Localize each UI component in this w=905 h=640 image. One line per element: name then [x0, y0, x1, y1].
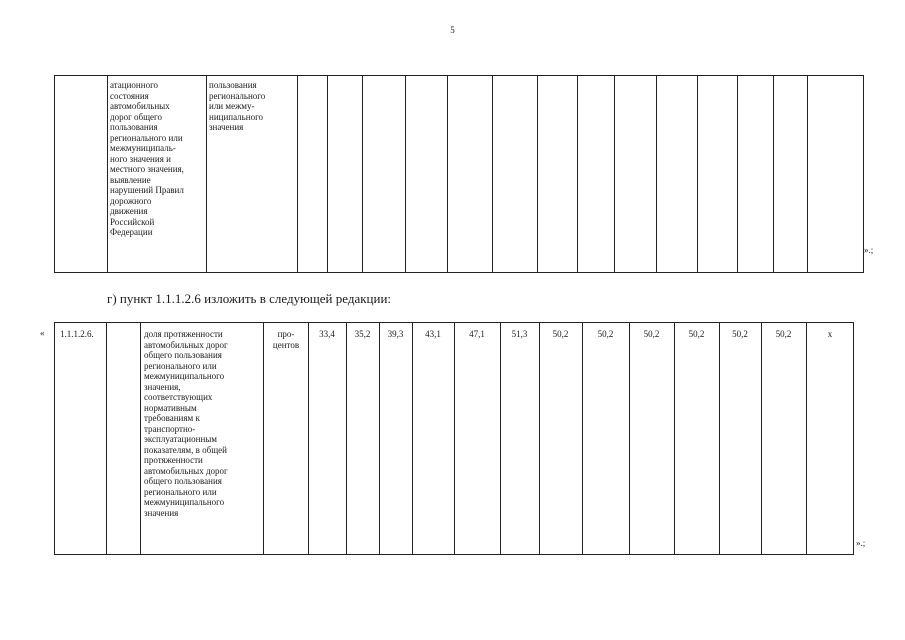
table-2-col-line	[140, 322, 141, 555]
amendment-paragraph: г) пункт 1.1.1.2.6 изложить в следующей редакции:	[107, 291, 392, 306]
table-1-col-line	[737, 75, 738, 273]
table-2-col-line	[454, 322, 455, 555]
table-2-col-line	[346, 322, 347, 555]
table-2-col-line	[106, 322, 107, 555]
table-2-value: 50,2	[688, 329, 705, 339]
table-1-col-line	[206, 75, 207, 273]
table-1-col-line	[537, 75, 538, 273]
table-1-col-line	[807, 75, 808, 273]
table-2-description: доля протяженности автомобильных дорог общего пользования регионального или межмуниципального значения, соответствующих нормативным требованиям к транспортно- эксплуатационным показателям, в общей протяженности автомобильных дорог общего пользования регионального или межмуниципального значения	[144, 329, 228, 518]
table-1-col-line	[327, 75, 328, 273]
table-2-item-number: 1.1.1.2.6.	[60, 329, 94, 339]
table-2-col-line	[582, 322, 583, 555]
table-2-value: 43,1	[425, 329, 441, 339]
table-1-col2-text: пользования регионального или межму- ниципального значения	[209, 80, 266, 132]
table-2-col-line	[308, 322, 309, 555]
table-1-closing-mark: ».;	[864, 245, 874, 255]
table-2-value: 47,1	[469, 329, 485, 339]
table-1-col-line	[773, 75, 774, 273]
table-1-col-line	[107, 75, 108, 273]
table-2-col-line	[500, 322, 501, 555]
table-2-value: 50,2	[552, 329, 569, 339]
table-2-value: 50,2	[643, 329, 660, 339]
table-2-col-line	[263, 322, 264, 555]
table-2-closing-mark: ».;	[856, 538, 866, 548]
table-2-col-line	[539, 322, 540, 555]
table-2-col-line	[719, 322, 720, 555]
table-2-col-line	[412, 322, 413, 555]
table-2-value: 51,3	[511, 329, 528, 339]
table-1-col-line	[492, 75, 493, 273]
table-1-col-line	[577, 75, 578, 273]
table-1-col-line	[656, 75, 657, 273]
table-2-value: 50,2	[775, 329, 792, 339]
table-2-col-line	[674, 322, 675, 555]
table-2-value: 50,2	[732, 329, 748, 339]
table-2-value: 39,3	[387, 329, 404, 339]
table-1-col-line	[362, 75, 363, 273]
table-2-col-line	[761, 322, 762, 555]
table-2-col-line	[806, 322, 807, 555]
table-1-col-line	[405, 75, 406, 273]
table-1-col-line	[297, 75, 298, 273]
table-2-unit: про- центов	[272, 329, 300, 350]
table-1-col1-text: атационного состояния автомобильных дорог общего пользования регионального или межмуниципаль- ного значения и местного значения, выявление нарушений Правил дорожного движения Российской Федерации	[110, 80, 184, 237]
table-1-col-line	[614, 75, 615, 273]
table-2-value: х	[827, 329, 833, 339]
table-2-col-line	[629, 322, 630, 555]
page-number: 5	[450, 25, 455, 35]
table-2-value: 33,4	[319, 329, 335, 339]
table-2-opening-mark: «	[40, 328, 45, 338]
table-1-col-line	[447, 75, 448, 273]
table-2-col-line	[379, 322, 380, 555]
table-2-value: 35,2	[354, 329, 371, 339]
table-1-col-line	[697, 75, 698, 273]
table-2-value: 50,2	[597, 329, 614, 339]
